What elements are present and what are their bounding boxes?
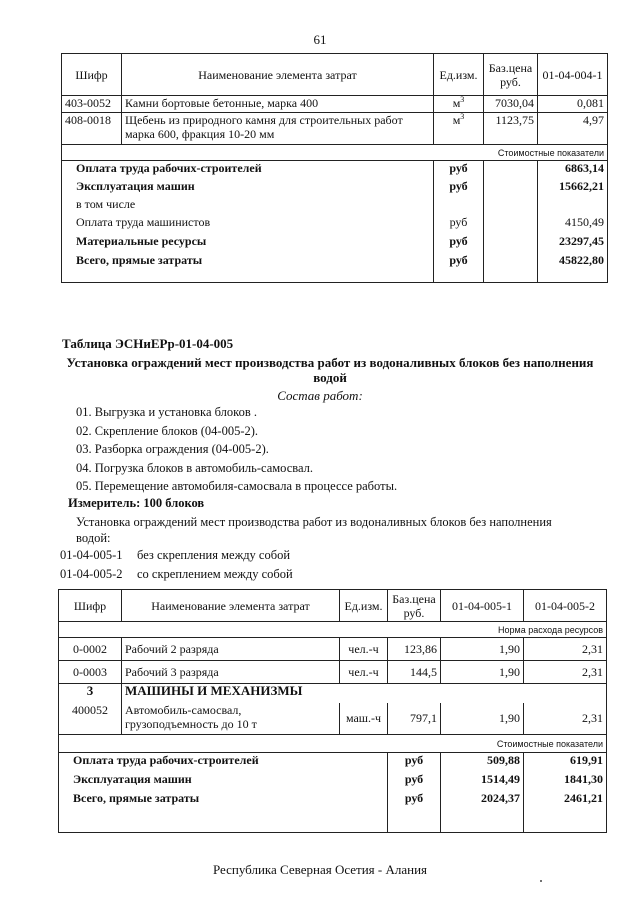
header-unit: Ед.изм. [434,54,484,96]
work-item: 03. Разборка ограждения (04-005-2). [76,442,269,456]
page-number: 61 [313,32,327,47]
cost-unit: руб [434,234,484,253]
work-item: 05. Перемещение автомобиля-самосвала в процессе работы. [76,479,398,493]
machines-header-row [59,684,607,703]
norm-label: Норма расхода ресурсов [59,622,607,638]
row-value: 0,081 [538,96,608,113]
row-name: Щебень из природного камня для строительных работ марка 600, фракция 10-20 мм [122,113,434,145]
cost-row [62,179,608,197]
cost-value: 6863,14 [538,161,608,179]
section-label: Стоимостные показатели [62,145,608,161]
header-base-price: Баз.цена руб. [484,54,538,96]
row-code: 408-0018 [62,113,122,145]
header-base-price: Баз.цена руб. [388,590,441,622]
cost-name: в том числе [62,197,434,215]
row-code: 0-0002 [59,638,122,661]
row-value-2: 2,31 [524,638,607,661]
cost-name: Оплата труда машинистов [62,215,434,234]
cost-name: Эксплуатация машин [59,772,388,791]
work-item: 02. Скрепление блоков (04-005-2). [76,424,259,438]
header-rate-code: 01-04-004-1 [538,54,608,96]
row-code: 403-0052 [62,96,122,113]
table-row [62,113,608,145]
cost-value-1: 509,88 [441,753,524,772]
cost-value: 45822,80 [538,253,608,283]
cost-name: Оплата труда рабочих-строителей [62,161,434,179]
cost-row [59,772,607,791]
table-row [59,703,607,735]
row-name: Рабочий 3 разряда [122,661,340,684]
cost-row [59,753,607,772]
row-price: 123,86 [388,638,441,661]
cost-row [62,234,608,253]
cost-row [62,253,608,283]
row-code: 400052 [59,703,122,735]
variant-text: со скреплением между собой [137,567,293,581]
table-row [59,638,607,661]
header-rate-code-1: 01-04-005-1 [441,590,524,622]
cost-name: Эксплуатация машин [62,179,434,197]
row-price: 797,1 [388,703,441,735]
cost-value-2: 1841,30 [524,772,607,791]
cost-unit: руб [388,791,441,833]
row-code: 0-0003 [59,661,122,684]
cost-value-1: 2024,37 [441,791,524,833]
cost-unit: руб [434,179,484,197]
row-unit: чел.-ч [340,638,388,661]
work-item: 04. Погрузка блоков в автомобиль-самосвал. [76,461,314,475]
row-unit: чел.-ч [340,661,388,684]
cost-value-1: 1514,49 [441,772,524,791]
row-value-1: 1,90 [441,703,524,735]
scan-speck [540,880,542,882]
header-code: Шифр [62,54,122,96]
cost-unit: руб [434,253,484,283]
cost-unit: руб [434,215,484,234]
variant-code: 01-04-005-1 [60,548,123,562]
row-name: Камни бортовые бетонные, марка 400 [122,96,434,113]
row-unit: $м^3$ [434,113,484,145]
row-unit: маш.-ч [340,703,388,735]
cost-table-2 [58,589,607,833]
machines-title: МАШИНЫ И МЕХАНИЗМЫ [122,684,607,703]
section-label: Стоимостные показатели [59,735,607,753]
row-price: 1123,75 [484,113,538,145]
table-title: Таблица ЭСНиЕРр-01-04-005 [62,336,234,351]
cost-value: 23297,45 [538,234,608,253]
description-cont: водой: [76,531,111,545]
header-name: Наименование элемента затрат [122,590,340,622]
row-name: Автомобиль-самосвал, грузоподъемность до 10 т [122,703,340,735]
row-value: 4,97 [538,113,608,145]
cost-row [62,161,608,179]
row-value-1: 1,90 [441,661,524,684]
machines-code: 3 [59,684,122,703]
row-price: 144,5 [388,661,441,684]
header-code: Шифр [59,590,122,622]
section-heading: Установка ограждений мест производства работ из водоналивных блоков без наполнения водой [66,355,594,385]
header-name: Наименование элемента затрат [122,54,434,96]
cost-unit: руб [388,772,441,791]
row-name: Рабочий 2 разряда [122,638,340,661]
table-row [62,96,608,113]
cost-table-1 [61,53,608,283]
cost-value-2: 619,91 [524,753,607,772]
table-row [59,661,607,684]
row-value-1: 1,90 [441,638,524,661]
cost-row [59,791,607,833]
cost-row [62,215,608,234]
cost-name: Всего, прямые затраты [59,791,388,833]
row-value-2: 2,31 [524,703,607,735]
variant-text: без скрепления между собой [137,548,291,562]
page-footer: Республика Северная Осетия - Алания [212,862,428,877]
cost-unit: руб [434,161,484,179]
header-unit: Ед.изм. [340,590,388,622]
cost-name: Материальные ресурсы [62,234,434,253]
header-rate-code-2: 01-04-005-2 [524,590,607,622]
cost-value: 4150,49 [538,215,608,234]
description: Установка ограждений мест производства работ из водоналивных блоков без наполнения [76,515,552,529]
meter: Измеритель: 100 блоков [68,496,205,510]
work-item: 01. Выгрузка и установка блоков . [76,405,257,419]
row-value-2: 2,31 [524,661,607,684]
row-price: 7030,04 [484,96,538,113]
cost-value-2: 2461,21 [524,791,607,833]
cost-name: Оплата труда рабочих-строителей [59,753,388,772]
cost-name: Всего, прямые затраты [62,253,434,283]
cost-unit: руб [388,753,441,772]
row-unit: $м^3$ [434,96,484,113]
work-composition-title: Состав работ: [277,388,363,403]
cost-row [62,197,608,215]
cost-value: 15662,21 [538,179,608,197]
variant-code: 01-04-005-2 [60,567,123,581]
